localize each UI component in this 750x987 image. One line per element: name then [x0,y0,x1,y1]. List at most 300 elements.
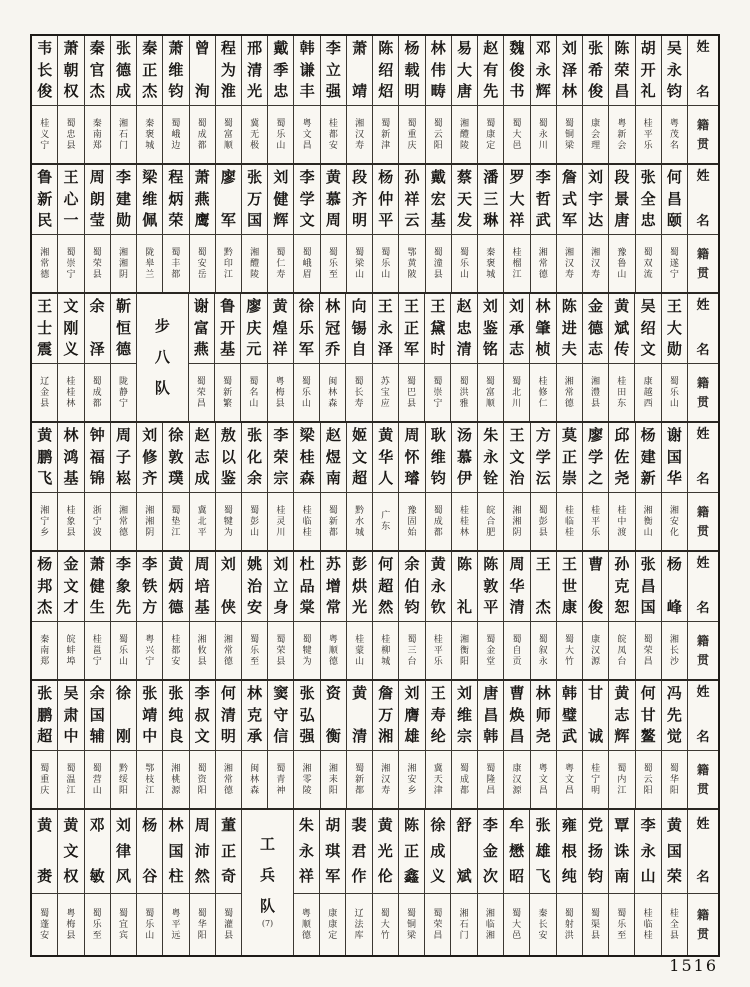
person-column [373,165,399,292]
place-cell [111,894,136,955]
person-column [111,165,137,292]
person-column [137,423,163,550]
name-cell [216,681,241,751]
person-column [111,810,137,955]
glyph: 南 [40,645,50,656]
place-cell [346,364,371,421]
table-band [32,552,718,681]
glyph: 忠 [273,82,289,100]
place-cell [426,622,451,679]
glyph: 隆 [486,774,496,785]
glyph: 江 [171,527,181,538]
glyph: 明 [352,211,368,229]
place-cell [85,493,110,550]
glyph: 斌 [456,867,472,885]
name-cell [530,810,555,894]
glyph: 飞 [535,867,551,885]
table-band [32,423,718,552]
glyph: 常 [325,598,341,616]
glyph: 蜀 [433,247,443,258]
glyph: 发 [457,211,473,229]
glyph: 阳 [669,785,679,796]
place-cell [425,894,450,955]
name-cell [531,681,556,751]
place-cell [190,894,215,955]
glyph: 常 [223,774,233,785]
glyph: 常 [223,645,233,656]
glyph: 德 [223,656,233,667]
glyph: 内 [617,774,627,785]
glyph: 蔡 [457,168,473,186]
glyph: 宗 [457,727,473,745]
place-cell [452,493,477,550]
glyph: 守 [273,705,289,724]
name-cell [478,165,503,235]
place-cell [216,493,241,550]
place-cell [85,751,110,808]
glyph: 唐 [614,211,630,229]
glyph: 富 [193,318,209,337]
glyph: 桂 [66,387,76,398]
place-cell [268,493,293,550]
glyph: 蜀 [643,634,653,645]
place-cell [373,106,398,163]
place-cell [32,751,57,808]
glyph: 齐 [352,189,368,208]
glyph: 超 [37,727,53,745]
glyph: 粤 [617,118,627,129]
person-column [111,423,137,550]
glyph: 蜀 [643,763,653,774]
glyph: 李 [142,555,158,573]
place-cell [321,235,346,292]
glyph: 桂 [617,376,627,387]
glyph: 张 [115,39,131,57]
glyph: 清 [247,60,263,79]
name-cell [373,681,398,751]
glyph: 皋 [145,258,155,269]
glyph: 桂 [433,634,443,645]
glyph: 蜀 [92,247,102,258]
glyph: 杨 [378,168,394,186]
glyph: 宁 [92,516,102,527]
glyph: 蜀 [617,763,627,774]
place-cell [478,751,503,808]
name-cell [557,681,582,751]
glyph: 鉴 [220,469,236,487]
glyph: 开 [220,318,236,337]
glyph: 会 [617,140,627,151]
glyph: 蜀 [171,505,181,516]
glyph: 宁 [92,656,102,667]
person-column [504,165,530,292]
glyph: 懋 [509,841,525,860]
person-column [85,294,111,421]
person-column [347,681,373,808]
glyph: 蚌 [66,645,76,656]
person-column [268,681,294,808]
glyph: 杨 [404,39,420,57]
place-cell [583,493,608,550]
glyph: 谷 [142,867,158,885]
glyph: 昭 [509,867,525,885]
glyph: 贯 [696,395,709,409]
place-cell [451,894,476,955]
name-cell [636,681,661,751]
person-column [268,165,294,292]
glyph: 燕 [194,189,210,208]
glyph: 飞 [37,469,53,487]
glyph: 昌 [640,576,656,595]
place-cell [531,751,556,808]
glyph: 宏 [430,189,446,208]
glyph: 黔 [223,247,233,258]
glyph: 至 [328,269,338,280]
glyph: 胡 [640,39,656,57]
name-cell [242,552,267,622]
glyph: 昌 [483,705,499,724]
glyph: 城 [145,140,155,151]
glyph: 承 [509,318,525,337]
glyph: 繁 [223,398,233,409]
glyph: 纯 [561,867,577,885]
glyph: 县 [276,656,286,667]
glyph: 德 [588,318,604,337]
glyph: 林 [250,774,260,785]
glyph: 秦 [145,118,155,129]
glyph: 健 [89,576,105,595]
glyph: 姓 [696,556,710,571]
glyph: 权 [63,82,79,100]
glyph: 新 [355,774,365,785]
glyph: 江 [512,269,522,280]
place-cell [662,622,687,679]
person-column [58,681,84,808]
glyph: 文 [538,774,548,785]
name-cell [609,294,634,364]
glyph: 基 [430,211,446,229]
glyph: 昌 [509,727,525,745]
name-cell [426,165,451,235]
glyph: 赵 [483,39,499,57]
person-column [531,552,557,679]
name-cell [426,552,451,622]
glyph: 蜀 [512,376,522,387]
glyph: 黄 [63,816,79,834]
name-cell [399,423,424,493]
glyph: 蜀 [538,505,548,516]
name-cell [242,423,267,493]
place-cell [478,894,503,955]
person-column [583,36,609,163]
glyph: 夫 [561,340,577,358]
glyph: 桂 [381,634,391,645]
glyph: 国 [666,841,682,860]
person-column [609,552,635,679]
glyph: 铁 [142,576,158,595]
glyph: 都 [171,269,181,280]
glyph: 浙 [92,505,102,516]
glyph: 伦 [377,867,393,885]
glyph: 姚 [247,555,263,573]
glyph: 荣 [276,645,286,656]
glyph: 为 [302,656,312,667]
glyph: 燕 [193,340,209,358]
glyph: 王 [509,426,525,444]
glyph: 洪 [564,930,574,941]
glyph: 鲁 [37,168,53,186]
name-cell [609,423,634,493]
glyph: 汉 [381,774,391,785]
glyph: 舒 [456,816,472,834]
glyph: 陈 [483,555,499,573]
glyph: 桂 [276,505,286,516]
place-cell [478,235,503,292]
name-cell [111,552,136,622]
glyph: 富 [223,129,233,140]
glyph: 全 [640,189,656,208]
glyph: 鹏 [37,705,53,724]
glyph: 李 [325,39,341,57]
glyph: 寿 [355,140,365,151]
place-cell [58,493,83,550]
glyph: 刘 [220,555,236,573]
name-cell [321,36,346,106]
glyph: 德 [115,340,131,358]
glyph: 寿 [430,705,446,724]
name-cell [373,423,398,493]
glyph: 阳 [328,785,338,796]
column-header-name [688,294,718,364]
glyph: 永 [298,841,314,860]
glyph: 刚 [63,318,79,337]
glyph: 尧 [535,727,551,745]
glyph: 张 [535,816,551,834]
place-cell [242,622,267,679]
person-column [58,423,84,550]
glyph: 伊 [457,469,473,487]
glyph: 重 [407,129,417,140]
glyph: 建 [115,189,131,208]
unit-cell [242,810,293,955]
glyph: 张 [588,39,604,57]
glyph: 次 [482,867,498,885]
glyph: 超 [352,469,368,487]
glyph: 合 [486,516,496,527]
glyph: 林 [328,387,338,398]
glyph: 金 [63,555,79,573]
glyph: 眉 [302,269,312,280]
glyph: 王 [535,555,551,573]
glyph: 寿 [591,269,601,280]
glyph: 式 [561,189,577,208]
glyph: 蜀 [223,118,233,129]
person-column [137,810,163,955]
glyph: 邑 [512,930,522,941]
glyph: 常 [40,258,50,269]
place-cell [347,106,372,163]
glyph: 刘 [588,168,604,186]
glyph: 湘 [669,505,679,516]
person-column [426,681,452,808]
glyph: 江 [617,785,627,796]
glyph: 名 [696,214,710,229]
glyph: 德 [168,598,184,616]
place-cell [399,894,424,955]
glyph: 天 [457,189,473,208]
person-column [137,165,163,292]
glyph: 冀 [250,118,260,129]
glyph: 营 [92,774,102,785]
column-header-place [688,235,718,292]
glyph: 吴 [63,684,79,702]
place-cell [216,894,241,955]
person-column [111,294,137,421]
glyph: 宝 [380,387,390,398]
place-cell [531,622,556,679]
glyph: 文 [302,129,312,140]
glyph: 邕 [92,645,102,656]
glyph: 都 [328,527,338,538]
glyph: 义 [40,129,50,140]
person-column [190,423,216,550]
glyph: 余 [247,469,263,487]
glyph: 山 [355,269,365,280]
glyph: 山 [250,527,260,538]
glyph: 蜀 [118,908,128,919]
glyph: 赵 [456,297,472,315]
place-cell [268,364,293,421]
glyph: 山 [669,398,679,409]
glyph: 贯 [696,653,709,667]
glyph: 伯 [404,576,420,595]
place-cell [557,622,582,679]
glyph: 资 [325,684,341,702]
name-cell [85,681,110,751]
person-column [320,294,346,421]
place-cell [242,751,267,808]
glyph: 桂 [92,634,102,645]
place-cell [531,235,556,292]
glyph: 秦 [486,247,496,258]
name-cell [504,810,529,894]
glyph: 富 [485,387,495,398]
person-column [373,423,399,550]
glyph: 辉 [273,211,289,229]
name-cell [294,681,319,751]
glyph: 王 [430,297,446,315]
person-column [242,165,268,292]
place-cell [85,235,110,292]
column-header-place [688,493,718,550]
place-cell [504,493,529,550]
glyph: 文 [63,297,79,315]
name-cell [373,165,398,235]
glyph: 山 [640,867,656,885]
glyph: 宾 [118,930,128,941]
glyph: 辅 [89,727,105,745]
name-cell [662,294,687,364]
person-column [426,552,452,679]
glyph: 宁 [591,774,601,785]
place-cell [241,364,266,421]
place-cell [321,751,346,808]
glyph: 钧 [588,867,604,885]
glyph: 铜 [407,919,417,930]
glyph: 彭 [250,516,260,527]
person-column [32,423,58,550]
glyph: 德 [118,527,128,538]
glyph: 温 [66,774,76,785]
name-cell [241,294,266,364]
column-header [688,165,718,292]
name-cell [504,36,529,106]
glyph: 唐 [457,82,473,100]
glyph: 震 [37,340,53,358]
glyph: 新 [381,129,391,140]
glyph: 陈 [457,555,473,573]
name-cell [504,552,529,622]
glyph: 郑 [92,140,102,151]
name-cell [452,165,477,235]
glyph: 安 [669,516,679,527]
place-cell [268,106,293,163]
glyph: 辽 [40,376,50,387]
glyph: 生 [89,598,105,616]
name-cell [583,423,608,493]
place-cell [636,106,661,163]
glyph: 明 [404,82,420,100]
glyph: 周 [194,555,210,573]
name-cell [636,423,661,493]
glyph: 阳 [433,140,443,151]
glyph: 北 [512,387,522,398]
glyph: 库 [354,930,364,941]
glyph: 自 [351,340,367,358]
glyph: 文 [63,576,79,595]
glyph: 蜀 [486,763,496,774]
glyph: 季 [273,60,289,79]
place-cell [636,622,661,679]
glyph: 蜀 [669,376,679,387]
person-column [163,810,189,955]
glyph: 民 [37,211,53,229]
glyph: 金 [482,841,498,860]
glyph: 廖 [246,297,262,315]
glyph: 赵 [194,426,210,444]
glyph: 山 [118,656,128,667]
glyph: 闽 [250,763,260,774]
name-cell [452,36,477,106]
glyph: 钟 [89,426,105,444]
place-cell [373,894,398,955]
glyph: 印 [223,258,233,269]
name-cell [346,294,371,364]
name-cell [504,294,529,364]
place-cell [530,364,555,421]
name-cell [268,681,293,751]
glyph: 苏 [325,555,341,573]
glyph: 崧 [115,469,131,487]
glyph: 云 [404,211,420,229]
place-cell [399,751,424,808]
glyph: 周 [89,168,105,186]
place-cell [190,106,215,163]
glyph: 世 [561,576,577,595]
person-column [216,681,242,808]
name-cell [373,294,398,364]
glyph: 然 [378,598,394,616]
